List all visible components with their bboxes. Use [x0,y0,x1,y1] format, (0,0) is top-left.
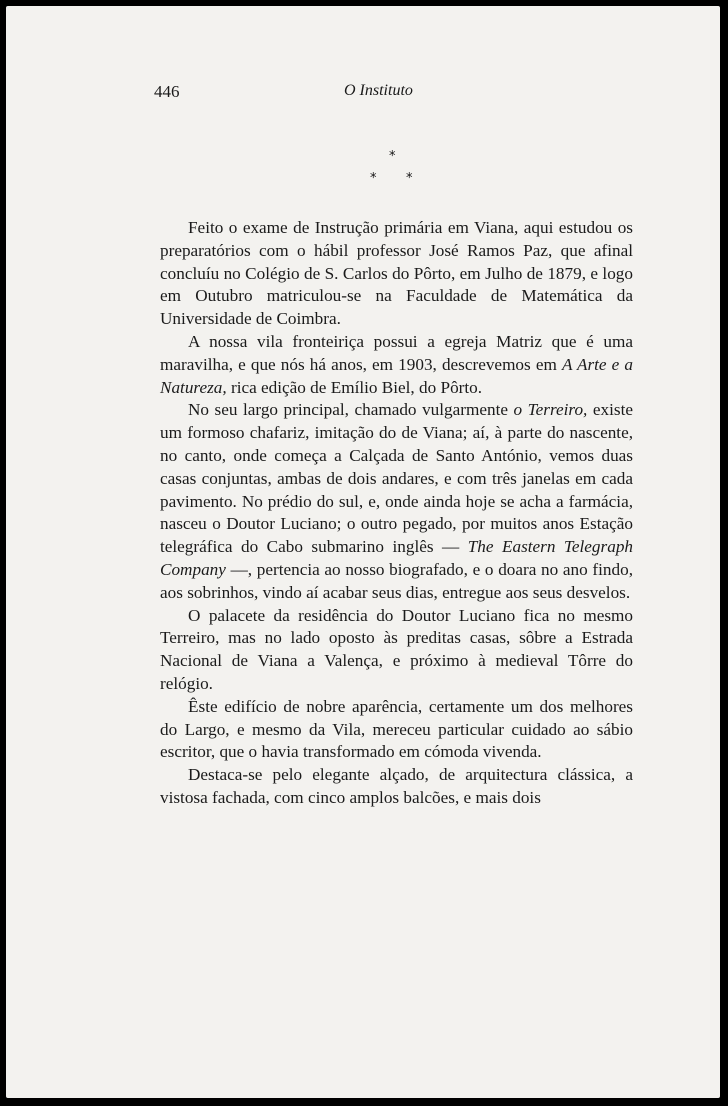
paragraph-text: —, pertencia ao nosso biografado, e o doara no ano findo, aos sobrinhos, vindo aí acabar seus dias, entregue aos seus desvelos. [160,559,633,602]
body-text [160,217,633,810]
paragraph-text: rica edição de Emílio Biel, do Pôrto. [226,377,483,397]
paragraph-text: Destaca-se pelo elegante alçado, de arquitectura clássica, a vistosa fachada, com cinco amplos balcões, e mais dois [160,765,633,807]
paragraph-matriz [160,331,633,399]
paragraph-fachada [160,764,633,810]
paragraph-education [160,217,633,331]
asterisk-glyph: * [370,171,377,186]
asterisk-glyph: * [406,171,413,186]
running-title: O Instituto [344,82,413,99]
paragraph-text: O palacete da residência do Doutor Luciano fica no mesmo Terreiro, mas no lado oposto às preditas casas, sôbre a Estrada Nacional de Viana a Valença, e próximo à medieval Tôrre do relógio. [160,605,633,693]
page-header [154,82,630,106]
company-name: The Eastern Telegraph Company [160,537,634,579]
paragraph-palacete [160,605,633,696]
place-name: o Terreiro, [513,400,588,420]
page-number: 446 [154,82,180,101]
paragraph-text: Feito o exame de Instrução primária em Viana, aqui estudou os preparatórios com o hábil professor José Ramos Paz, que afinal concluíu no Colégio de S. Carlos do Pôrto, em Julho de 1879, e logo em Outubro matriculou-se na Faculdade de Matemática da Universidade de Coimbra. [160,218,633,329]
asterism-separator [358,149,413,191]
paragraph-text: Êste edifício de nobre aparência, certamente um dos melhores do Largo, e mesmo da Vila, mereceu particular cuidado ao sábio escritor, que o havia transformado em cómoda vivenda. [160,696,633,762]
paragraph-text: A nossa vila fronteiriça possui a egreja Matriz que é uma maravilha, e que nós há anos, em 1903, descrevemos em [160,331,633,374]
book-page [6,6,720,1098]
paragraph-text: No seu largo principal, chamado vulgarmente [188,400,514,420]
paragraph-text: existe um formoso chafariz, imitação do de Viana; aí, à parte do nascente, no canto, onde começa a Calçada de Santo António, vemos duas casas conjuntas, ambas de dois andares, e com três janelas em cada pavimento. No prédio do sul, e, onde ainda hoje se acha a farmácia, nasceu o Doutor Luciano; o outro pegado, por muitos anos Estação telegráfica do Cabo submarino inglês — [160,400,633,557]
book-title: A Arte e a Natureza, [160,354,633,397]
asterisk-glyph: * [389,149,396,164]
paragraph-edificio [160,696,633,764]
paragraph-terreiro [160,399,633,604]
